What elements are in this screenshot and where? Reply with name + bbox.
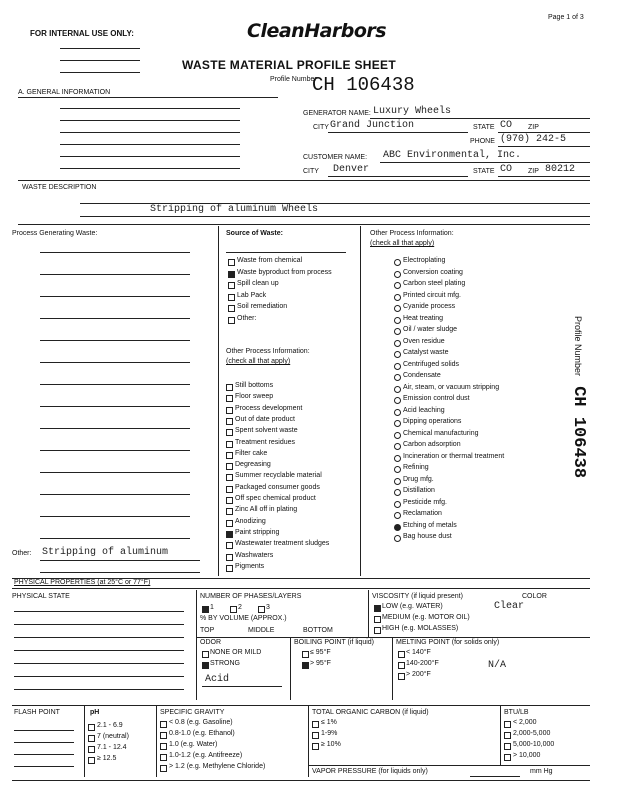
flash-label: FLASH POINT [14,709,60,716]
other-process-item-label: Drug mfg. [403,475,434,483]
top-label: TOP [200,627,215,634]
bottom-label: BOTTOM [303,627,333,634]
other-process-item-checkbox[interactable] [394,524,401,531]
other-process-item-label: Oven residue [403,337,445,345]
other-process-item-checkbox[interactable] [394,535,401,542]
other-process-item-label: Catalyst waste [403,349,449,356]
generator-name-label: GENERATOR NAME: [303,110,371,117]
state-label: STATE [473,124,495,131]
profile-number-label: Profile Number [270,76,317,83]
source-item-label: Spill clean up [237,280,279,287]
other-process-item-checkbox[interactable] [394,271,401,278]
toc-item-checkbox[interactable] [312,743,319,750]
physical-state-label: PHYSICAL STATE [12,593,70,600]
toc-item-checkbox[interactable] [312,721,319,728]
boiling-label: BOILING POINT (if liquid) [294,639,375,646]
other-process-item-label: Dipping operations [403,418,462,425]
boiling-low: ≤ 95°F [310,649,331,656]
customer-name: ABC Environmental, Inc. [383,150,522,161]
other-process-item-label: Emission control dust [403,395,470,402]
process-info-item-checkbox[interactable] [226,497,233,504]
btu-item-label: < 2,000 [513,719,537,726]
btu-item-checkbox[interactable] [504,743,511,750]
melting-label: MELTING POINT (for solids only) [396,639,500,646]
other-process-item-label: Printed circuit mfg. [403,291,461,299]
general-info-heading: A. GENERAL INFORMATION [18,89,111,96]
process-info-item-checkbox[interactable] [226,520,233,527]
clean-harbors-logo: CleanHarbors [247,20,387,42]
sidebar-number: CH 106438 [569,386,588,479]
other-process-item-checkbox[interactable] [394,340,401,347]
other-process-item-label: Refining [403,464,429,471]
other-process-item-label: Reclamation [403,510,442,517]
customer-name-label: CUSTOMER NAME: [303,154,368,161]
process-info-item-label: Zinc All off in plating [235,506,298,514]
waste-description-heading: WASTE DESCRIPTION [22,184,97,191]
process-info-item-checkbox[interactable] [226,542,233,549]
other-process-item-label: Condensate [403,372,441,379]
other-process-item-label: Etching of metals [403,521,457,529]
sg-item-label: 1.0 (e.g. Water) [169,741,218,748]
other-process-item-label: Cyanide process [403,303,456,310]
toc-item-label: ≥ 10% [321,741,341,748]
boiling-high: > 95°F [310,660,331,667]
process-info-item-checkbox[interactable] [226,441,233,448]
customer-zip-label: ZIP [528,168,539,175]
odor-description: Acid [205,674,230,685]
other-info-sub: (check all that apply) [226,358,291,365]
other-process-item-label: Electroplating [403,257,446,264]
toc-item-label: 1-9% [321,730,338,737]
sg-item-checkbox[interactable] [160,765,167,772]
source-item-checkbox[interactable] [228,317,235,324]
other-process-item-label: Air, steam, or vacuum stripping [403,383,500,391]
ph-item-checkbox[interactable] [88,746,95,753]
process-info-item-label: Spent solvent waste [235,427,298,435]
process-info-item-checkbox[interactable] [226,429,233,436]
process-info-item-label: Summer recyclable material [235,472,322,480]
sidebar-label: Profile Number [573,316,583,377]
odor-strong: STRONG [210,660,240,667]
btu-item-checkbox[interactable] [504,721,511,728]
process-info-item-checkbox[interactable] [226,452,233,459]
toc-item-label: ≤ 1% [321,719,337,726]
source-item-checkbox[interactable] [228,271,235,278]
process-info-item-checkbox[interactable] [226,418,233,425]
left-process-entry: Stripping of aluminum [42,547,169,558]
other-process-item-checkbox[interactable] [394,363,401,370]
odor-none: NONE OR MILD [210,649,262,656]
btu-item-label: > 10,000 [513,752,541,759]
ph-item-label: 2.1 - 6.9 [97,722,123,729]
sg-item-checkbox[interactable] [160,721,167,728]
process-info-item-checkbox[interactable] [226,565,233,572]
other-process-item-checkbox[interactable] [394,259,401,266]
process-heading: Process Generating Waste: [12,230,98,237]
zip-label: ZIP [528,124,539,131]
other-label: Other: [12,550,32,557]
other-process-item-checkbox[interactable] [394,374,401,381]
source-item-label: Waste from chemical [237,257,303,264]
other-process-item-checkbox[interactable] [394,512,401,519]
other-process-item-checkbox[interactable] [394,478,401,485]
process-info-item-checkbox[interactable] [226,486,233,493]
melting-2: 140-200°F [406,660,439,667]
by-volume-label: % BY VOLUME (APPROX.) [200,615,287,622]
process-info-item-label: Paint stripping [235,528,280,536]
waste-description: Stripping of aluminum Wheels [150,204,319,215]
source-item-checkbox[interactable] [228,294,235,301]
viscosity-low: LOW (e.g. WATER) [382,603,443,610]
generator-name: Luxury Wheels [373,106,452,117]
melting-3: > 200°F [406,671,431,678]
vapor-label: VAPOR PRESSURE (for liquids only) [312,768,428,775]
other-process-item-checkbox[interactable] [394,317,401,324]
other-process-item-label: Carbon adsorption [403,441,461,448]
process-info-item-checkbox[interactable] [226,463,233,470]
toc-item-checkbox[interactable] [312,732,319,739]
process-info-item-label: Pigments [235,562,265,570]
sg-item-checkbox[interactable] [160,732,167,739]
phase-3: 3 [266,604,270,611]
process-info-item-label: Washwaters [235,551,274,559]
process-info-item-label: Still bottoms [235,382,274,389]
other-process-item-label: Distillation [403,487,435,494]
other-process-item-checkbox[interactable] [394,294,401,301]
process-info-item-checkbox[interactable] [226,474,233,481]
vapor-unit: mm Hg [530,768,553,775]
process-info-item-checkbox[interactable] [226,384,233,391]
process-info-item-label: Packaged consumer goods [235,483,320,491]
process-info-item-label: Treatment residues [235,438,296,446]
ph-label: pH [90,709,100,716]
other-process-item-label: Heat treating [403,314,444,322]
toc-label: TOTAL ORGANIC CARBON (if liquid) [312,709,429,716]
other-process-item-checkbox[interactable] [394,489,401,496]
generator-city: Grand Junction [330,120,415,131]
customer-city-label: CITY [303,168,319,175]
other-process-item-checkbox[interactable] [394,282,401,289]
ph-item-checkbox[interactable] [88,757,95,764]
source-item-label: Waste byproduct from process [237,268,332,276]
process-info-item-label: Out of date product [235,415,295,423]
ph-item-checkbox[interactable] [88,724,95,731]
process-info-item-label: Floor sweep [235,393,274,401]
process-info-item-label: Process development [235,404,303,412]
ph-item-label: 7 (neutral) [97,733,129,740]
other-process-item-checkbox[interactable] [394,455,401,462]
other-process-item-checkbox[interactable] [394,466,401,473]
melting-value: N/A [488,660,507,671]
sg-item-label: > 1.2 (e.g. Methylene Chloride) [169,763,266,770]
city-label: CITY [313,124,329,131]
phase-2: 2 [238,604,242,611]
process-info-item-label: Wastewater treatment sludges [235,540,330,548]
source-item-label: Lab Pack [237,291,267,299]
process-info-item-label: Filter cake [235,449,268,457]
internal-use-label: FOR INTERNAL USE ONLY: [30,29,134,38]
btu-item-checkbox[interactable] [504,732,511,739]
other-process-item-checkbox[interactable] [394,386,401,393]
source-heading: Source of Waste: [226,230,283,237]
other-process-item-checkbox[interactable] [394,409,401,416]
ph-item-checkbox[interactable] [88,735,95,742]
ph-item-label: ≥ 12.5 [97,755,117,762]
other-process-item-label: Carbon steel plating [403,280,466,287]
other-info-heading: Other Process Information: [226,348,310,355]
sg-item-checkbox[interactable] [160,754,167,761]
process-info-item-label: Anodizing [235,517,266,525]
source-item-checkbox[interactable] [228,305,235,312]
other-process-item-label: Acid leaching [403,406,445,414]
color-label: COLOR [522,593,547,600]
color-value: Clear [494,601,525,612]
source-item-checkbox[interactable] [228,282,235,289]
sg-item-label: < 0.8 (e.g. Gasoline) [169,719,233,726]
page-title: WASTE MATERIAL PROFILE SHEET [182,58,396,72]
other-process-item-label: Pesticide mfg. [403,498,447,506]
process-info-item-label: Degreasing [235,461,271,469]
process-info-item-checkbox[interactable] [226,531,233,538]
profile-number: CH 106438 [312,74,415,96]
other-process-item-checkbox[interactable] [394,432,401,439]
other-process-item-checkbox[interactable] [394,501,401,508]
generator-state: CO [500,120,513,131]
other-process-item-checkbox[interactable] [394,443,401,450]
other-process-item-label: Bag house dust [403,533,452,540]
specific-gravity-label: SPECIFIC GRAVITY [160,709,225,716]
physical-heading: PHYSICAL PROPERTIES (at 25°C or 77°F) [14,579,151,586]
process-info-item-checkbox[interactable] [226,395,233,402]
other-process-item-label: Conversion coating [403,268,463,276]
sg-item-label: 1.0-1.2 (e.g. Antifreeze) [169,752,243,759]
process-info-item-checkbox[interactable] [226,554,233,561]
source-item-checkbox[interactable] [228,259,235,266]
other-process-item-checkbox[interactable] [394,351,401,358]
source-item-label: Soil remediation [237,303,288,310]
generator-phone: (970) 242-5 [500,134,567,145]
odor-label: ODOR [200,639,221,646]
viscosity-label: VISCOSITY (if liquid present) [372,593,463,600]
other-process-item-checkbox[interactable] [394,420,401,427]
other-process-item-checkbox[interactable] [394,397,401,404]
customer-state-label: STATE [473,168,495,175]
source-item-label: Other: [237,314,257,322]
other-process-item-label: Incineration or thermal treatment [403,452,505,460]
process-info-item-label: Off spec chemical product [235,495,316,502]
customer-city: Denver [333,164,370,175]
other-process-item-checkbox[interactable] [394,328,401,335]
phone-label: PHONE [470,138,495,145]
btu-item-label: 5,000-10,000 [513,741,555,748]
viscosity-high: HIGH (e.g. MOLASSES) [382,625,459,632]
sg-item-label: 0.8-1.0 (e.g. Ethanol) [169,730,235,737]
customer-zip: 80212 [545,164,576,175]
phases-label: NUMBER OF PHASES/LAYERS [200,593,302,600]
sidebar-profile-number [570,316,588,516]
other-process-item-label: Oil / water sludge [403,326,458,333]
btu-item-checkbox[interactable] [504,754,511,761]
viscosity-medium: MEDIUM (e.g. MOTOR OIL) [382,614,470,621]
customer-state: CO [500,164,513,175]
sg-item-checkbox[interactable] [160,743,167,750]
other-process-item-label: Chemical manufacturing [403,429,479,437]
btu-item-label: 2,000-5,000 [513,730,551,737]
other-process-item-label: Centrifuged solids [403,360,460,368]
process-info-item-checkbox[interactable] [226,407,233,414]
middle-label: MIDDLE [248,627,275,634]
other-process-item-checkbox[interactable] [394,305,401,312]
page-number: Page 1 of 3 [548,14,584,21]
btu-label: BTU/LB [504,709,529,716]
phase-1: 1 [210,604,214,611]
right-info-sub: (check all that apply) [370,240,435,247]
process-info-item-checkbox[interactable] [226,508,233,515]
melting-1: < 140°F [406,649,431,656]
right-info-heading: Other Process Information: [370,230,454,237]
ph-item-label: 7.1 - 12.4 [97,744,127,751]
